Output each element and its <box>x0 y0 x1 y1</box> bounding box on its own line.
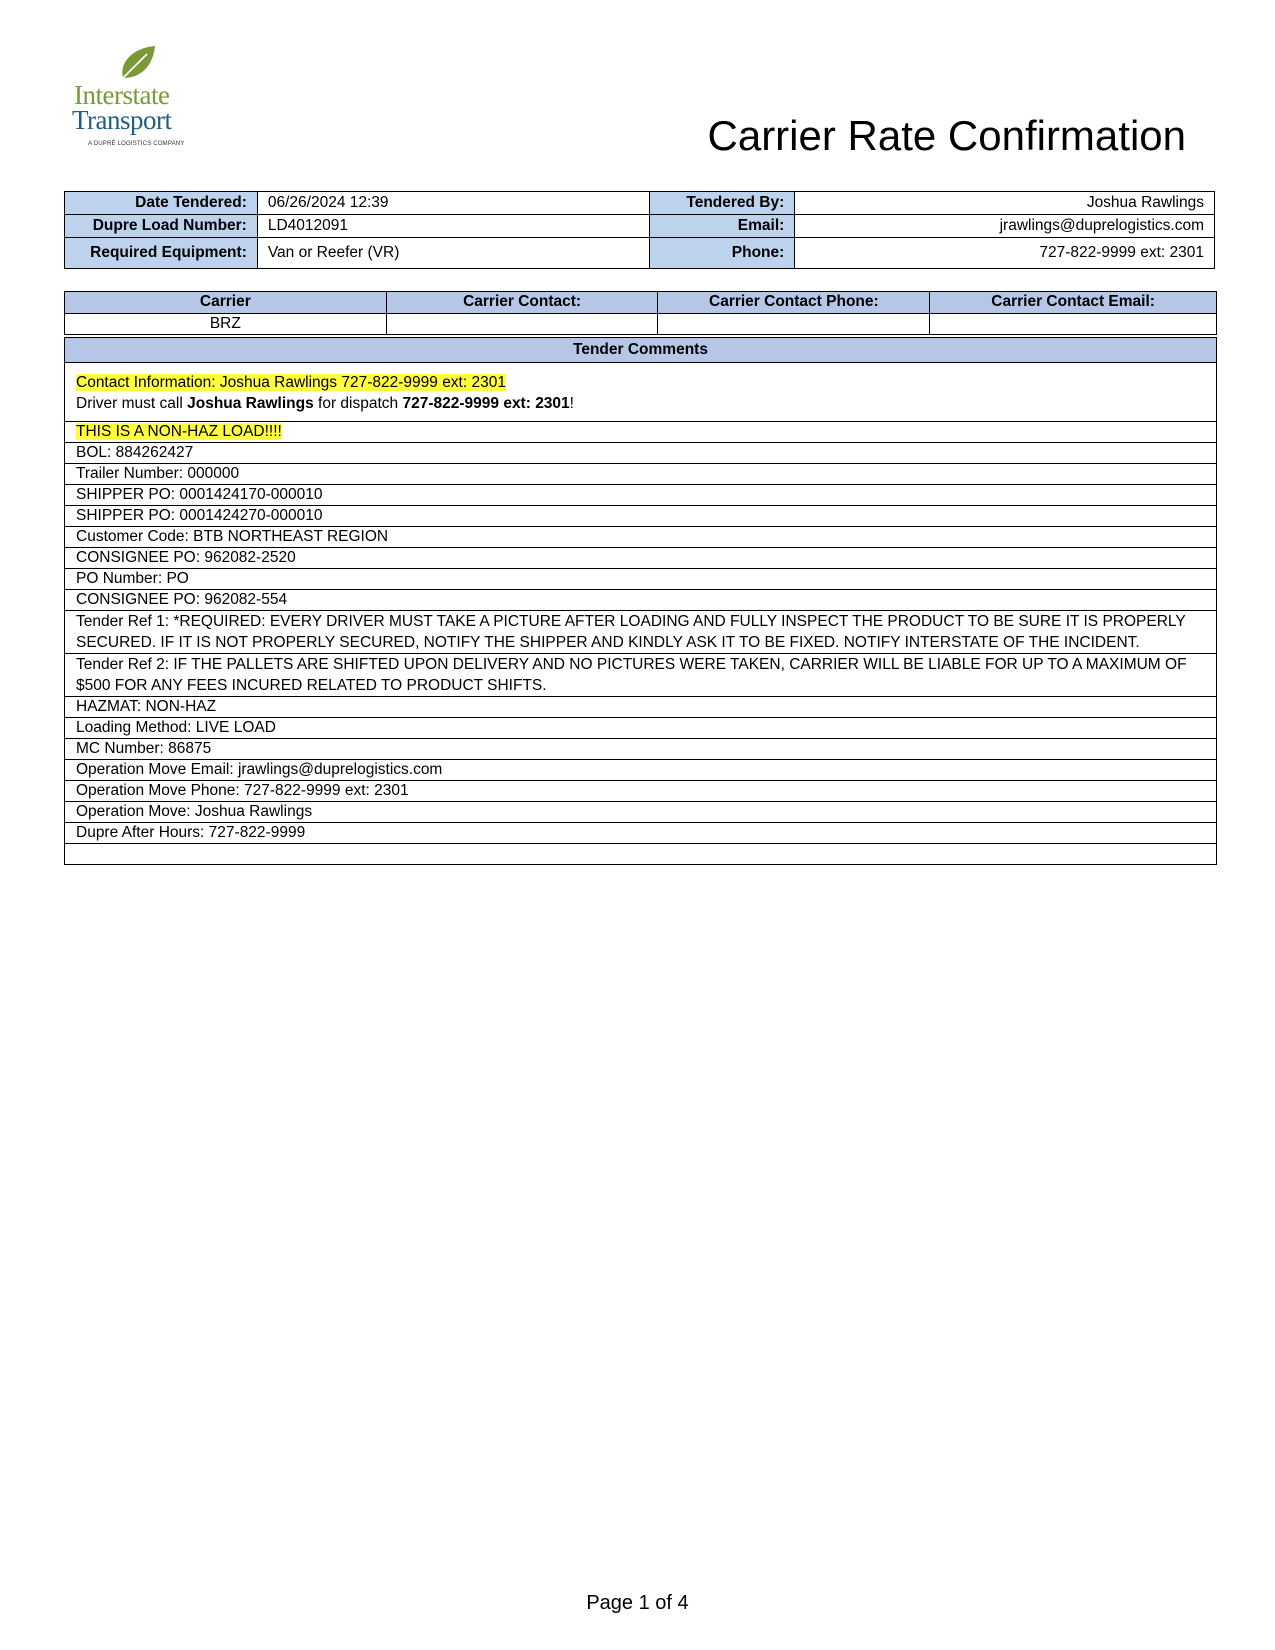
phone-value: 727-822-9999 ext: 2301 <box>795 238 1215 269</box>
empty-line <box>65 844 1217 865</box>
comment-row <box>65 569 1217 590</box>
dispatch-post: ! <box>569 395 574 412</box>
contact-info-row <box>65 363 1217 422</box>
comment-row <box>65 739 1217 760</box>
po-number-line: PO Number: PO <box>65 569 1217 590</box>
info-row-load <box>65 215 1215 238</box>
comment-row <box>65 443 1217 464</box>
customer-code-line: Customer Code: BTB NORTHEAST REGION <box>65 527 1217 548</box>
consignee-po-line: CONSIGNEE PO: 962082-554 <box>65 590 1217 611</box>
comment-row <box>65 464 1217 485</box>
bol-line: BOL: 884262427 <box>65 443 1217 464</box>
comment-row <box>65 611 1217 654</box>
comment-row <box>65 590 1217 611</box>
load-number-label: Dupre Load Number: <box>65 215 258 238</box>
carrier-contact-header: Carrier Contact: <box>386 292 658 314</box>
leaf-icon <box>117 44 157 82</box>
carrier-contact-phone-value <box>658 314 930 335</box>
carrier-header: Carrier <box>65 292 387 314</box>
consignee-po-line: CONSIGNEE PO: 962082-2520 <box>65 548 1217 569</box>
comment-row <box>65 760 1217 781</box>
company-logo <box>72 44 212 154</box>
non-haz-row <box>65 422 1217 443</box>
dispatch-phone: 727-822-9999 ext: 2301 <box>402 395 570 412</box>
comment-row <box>65 485 1217 506</box>
operation-move-phone-line: Operation Move Phone: 727-822-9999 ext: 2301 <box>65 781 1217 802</box>
carrier-contact-email-value <box>930 314 1217 335</box>
dispatch-mid: for dispatch <box>313 395 403 412</box>
after-hours-line: Dupre After Hours: 727-822-9999 <box>65 823 1217 844</box>
tender-ref-1-line: Tender Ref 1: *REQUIRED: EVERY DRIVER MUST TAKE A PICTURE AFTER LOADING AND FULLY INSPECT THE PRODUCT TO BE SURE IT IS PROPERLY SECURED. IF IT IS NOT PROPERLY SECURED, NOTIFY THE SHIPPER AND KINDLY ASK IT TO BE FIXED. NOTIFY INTERSTATE OF THE INCIDENT. <box>65 611 1217 654</box>
loading-method-line: Loading Method: LIVE LOAD <box>65 718 1217 739</box>
equipment-label: Required Equipment: <box>65 238 258 269</box>
load-number-value: LD4012091 <box>257 215 650 238</box>
tender-comments-table <box>64 337 1217 865</box>
carrier-value: BRZ <box>65 314 387 335</box>
email-label: Email: <box>650 215 795 238</box>
carrier-contact-phone-header: Carrier Contact Phone: <box>658 292 930 314</box>
date-tendered-label: Date Tendered: <box>65 192 258 215</box>
comment-row <box>65 823 1217 844</box>
tender-comments-header: Tender Comments <box>65 338 1217 363</box>
comment-row <box>65 697 1217 718</box>
dispatch-pre: Driver must call <box>76 395 188 412</box>
equipment-value: Van or Reefer (VR) <box>257 238 650 269</box>
comment-row <box>65 802 1217 823</box>
hazmat-line: HAZMAT: NON-HAZ <box>65 697 1217 718</box>
info-row-equipment <box>65 238 1215 269</box>
carrier-table <box>64 291 1217 335</box>
comment-row <box>65 654 1217 697</box>
mc-number-line: MC Number: 86875 <box>65 739 1217 760</box>
tendered-by-label: Tendered By: <box>650 192 795 215</box>
email-value: jrawlings@duprelogistics.com <box>795 215 1215 238</box>
operation-move-line: Operation Move: Joshua Rawlings <box>65 802 1217 823</box>
comment-row <box>65 844 1217 865</box>
non-haz-cell <box>65 422 1217 443</box>
logo-tagline: A DUPRÉ LOGISTICS COMPANY <box>88 141 185 147</box>
load-info-table <box>64 191 1215 269</box>
shipper-po-line: SHIPPER PO: 0001424270-000010 <box>65 506 1217 527</box>
trailer-number-line: Trailer Number: 000000 <box>65 464 1217 485</box>
non-haz-notice: THIS IS A NON-HAZ LOAD!!!! <box>76 422 282 440</box>
carrier-contact-email-header: Carrier Contact Email: <box>930 292 1217 314</box>
dispatch-instruction <box>76 395 1205 414</box>
comment-row <box>65 527 1217 548</box>
carrier-value-row <box>65 314 1217 335</box>
document-title: Carrier Rate Confirmation <box>707 112 1186 159</box>
phone-label: Phone: <box>650 238 795 269</box>
logo-text-transport: Transport <box>72 105 172 135</box>
comment-row <box>65 506 1217 527</box>
comment-row <box>65 781 1217 802</box>
logo-text-interstate: Interstate <box>74 80 170 110</box>
info-row-date <box>65 192 1215 215</box>
dispatch-name: Joshua Rawlings <box>187 395 314 412</box>
carrier-header-row <box>65 292 1217 314</box>
operation-move-email-line: Operation Move Email: jrawlings@duprelogistics.com <box>65 760 1217 781</box>
page-number: Page 1 of 4 <box>586 1592 689 1614</box>
comment-row <box>65 718 1217 739</box>
comment-row <box>65 548 1217 569</box>
comments-header-row <box>65 338 1217 363</box>
contact-info-cell <box>65 363 1217 422</box>
date-tendered-value: 06/26/2024 12:39 <box>257 192 650 215</box>
shipper-po-line: SHIPPER PO: 0001424170-000010 <box>65 485 1217 506</box>
carrier-contact-value <box>386 314 658 335</box>
tendered-by-value: Joshua Rawlings <box>795 192 1215 215</box>
tender-ref-2-line: Tender Ref 2: IF THE PALLETS ARE SHIFTED UPON DELIVERY AND NO PICTURES WERE TAKEN, CARRIER WILL BE LIABLE FOR UP TO A MAXIMUM OF $500 FOR ANY FEES INCURED RELATED TO PRODUCT SHIFTS. <box>65 654 1217 697</box>
contact-info-text: Contact Information: Joshua Rawlings 727-822-9999 ext: 2301 <box>76 374 506 392</box>
